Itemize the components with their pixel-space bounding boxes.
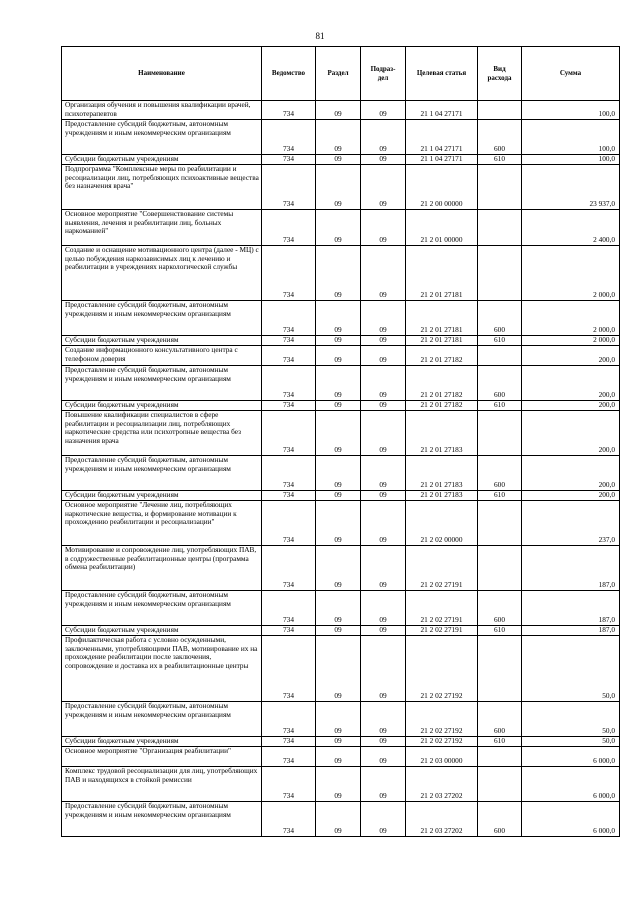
row-vedomstvo-cell: 734 bbox=[262, 411, 316, 456]
table-row bbox=[62, 636, 620, 702]
table-row bbox=[62, 456, 620, 491]
row-razdel-cell: 09 bbox=[316, 101, 361, 120]
row-razdel-cell: 09 bbox=[316, 626, 361, 636]
row-vedomstvo-cell: 734 bbox=[262, 101, 316, 120]
row-vid-raskhoda-cell bbox=[478, 411, 522, 456]
row-name-cell: Предоставление субсидий бюджетным, автономным учреждениям и иным некоммерческим организациям bbox=[62, 366, 262, 401]
row-vedomstvo-cell: 734 bbox=[262, 501, 316, 546]
row-vedomstvo-cell: 734 bbox=[262, 702, 316, 737]
budget-table bbox=[61, 46, 620, 837]
header-name: Наименование bbox=[62, 47, 262, 101]
row-name-cell: Создание информационного консультативного центра с телефоном доверия bbox=[62, 346, 262, 366]
row-vid-raskhoda-cell bbox=[478, 210, 522, 246]
table-row bbox=[62, 802, 620, 837]
row-vid-raskhoda-cell bbox=[478, 165, 522, 210]
row-summa-cell: 6 000,0 bbox=[522, 802, 620, 837]
header-razdel: Раздел bbox=[316, 47, 361, 101]
row-razdel-cell: 09 bbox=[316, 346, 361, 366]
row-summa-cell: 2 400,0 bbox=[522, 210, 620, 246]
row-celevaya-statya-cell: 21 2 02 27192 bbox=[406, 636, 478, 702]
row-vedomstvo-cell: 734 bbox=[262, 155, 316, 165]
row-vid-raskhoda-cell: 610 bbox=[478, 401, 522, 411]
row-summa-cell: 100,0 bbox=[522, 155, 620, 165]
row-vid-raskhoda-cell: 610 bbox=[478, 336, 522, 346]
row-razdel-cell: 09 bbox=[316, 491, 361, 501]
row-celevaya-statya-cell: 21 2 01 27181 bbox=[406, 301, 478, 336]
row-vid-raskhoda-cell: 600 bbox=[478, 456, 522, 491]
row-name-cell: Создание и оснащение мотивационного центра (далее - МЦ) с целью побуждения наркозависимых лиц к лечению и реабилитации в учреждениях наркологической службы bbox=[62, 246, 262, 301]
row-celevaya-statya-cell: 21 2 02 27192 bbox=[406, 702, 478, 737]
row-celevaya-statya-cell: 21 2 01 27183 bbox=[406, 456, 478, 491]
row-vedomstvo-cell: 734 bbox=[262, 767, 316, 802]
row-razdel-cell: 09 bbox=[316, 591, 361, 626]
row-celevaya-statya-cell: 21 2 01 27181 bbox=[406, 336, 478, 346]
row-name-cell: Организация обучения и повышения квалификации врачей, психотерапевтов bbox=[62, 101, 262, 120]
row-name-cell: Повышение квалификации специалистов в сфере реабилитации и ресоциализации лиц, потребляющих наркотические средства или психотропные вещества без назначения врача bbox=[62, 411, 262, 456]
row-summa-cell: 200,0 bbox=[522, 366, 620, 401]
row-celevaya-statya-cell: 21 2 02 27191 bbox=[406, 591, 478, 626]
row-name-cell: Предоставление субсидий бюджетным, автономным учреждениям и иным некоммерческим организациям bbox=[62, 456, 262, 491]
row-razdel-cell: 09 bbox=[316, 301, 361, 336]
row-vid-raskhoda-cell bbox=[478, 246, 522, 301]
row-name-cell: Субсидии бюджетным учреждениям bbox=[62, 626, 262, 636]
row-summa-cell: 50,0 bbox=[522, 636, 620, 702]
row-vid-raskhoda-cell: 610 bbox=[478, 626, 522, 636]
row-razdel-cell: 09 bbox=[316, 165, 361, 210]
row-vid-raskhoda-cell bbox=[478, 767, 522, 802]
row-razdel-cell: 09 bbox=[316, 155, 361, 165]
row-celevaya-statya-cell: 21 2 01 27182 bbox=[406, 366, 478, 401]
row-celevaya-statya-cell: 21 1 04 27171 bbox=[406, 101, 478, 120]
header-celevaya-statya: Целевая статья bbox=[406, 47, 478, 101]
table-row bbox=[62, 747, 620, 767]
row-podrazdel-cell: 09 bbox=[361, 456, 406, 491]
row-summa-cell: 6 000,0 bbox=[522, 767, 620, 802]
table-row bbox=[62, 767, 620, 802]
row-vedomstvo-cell: 734 bbox=[262, 626, 316, 636]
row-vid-raskhoda-cell: 600 bbox=[478, 702, 522, 737]
row-summa-cell: 50,0 bbox=[522, 702, 620, 737]
table-row bbox=[62, 120, 620, 155]
row-vedomstvo-cell: 734 bbox=[262, 802, 316, 837]
row-name-cell: Субсидии бюджетным учреждениям bbox=[62, 336, 262, 346]
table-row bbox=[62, 501, 620, 546]
table-row bbox=[62, 491, 620, 501]
row-podrazdel-cell: 09 bbox=[361, 737, 406, 747]
row-vedomstvo-cell: 734 bbox=[262, 346, 316, 366]
row-vedomstvo-cell: 734 bbox=[262, 747, 316, 767]
row-celevaya-statya-cell: 21 2 03 00000 bbox=[406, 747, 478, 767]
row-name-cell: Предоставление субсидий бюджетным, автономным учреждениям и иным некоммерческим организациям bbox=[62, 120, 262, 155]
row-name-cell: Предоставление субсидий бюджетным, автономным учреждениям и иным некоммерческим организациям bbox=[62, 301, 262, 336]
row-razdel-cell: 09 bbox=[316, 411, 361, 456]
table-row bbox=[62, 366, 620, 401]
table-row bbox=[62, 101, 620, 120]
table-row bbox=[62, 301, 620, 336]
row-podrazdel-cell: 09 bbox=[361, 626, 406, 636]
row-celevaya-statya-cell: 21 2 01 27182 bbox=[406, 401, 478, 411]
row-name-cell: Мотивирование и сопровождение лиц, употребляющих ПАВ, в содружественные реабилитационные центры (программа обмена реабилитации) bbox=[62, 546, 262, 591]
header-podrazdel: Подраз- дел bbox=[361, 47, 406, 101]
row-razdel-cell: 09 bbox=[316, 246, 361, 301]
row-razdel-cell: 09 bbox=[316, 401, 361, 411]
row-vid-raskhoda-cell bbox=[478, 101, 522, 120]
row-vid-raskhoda-cell: 600 bbox=[478, 366, 522, 401]
row-celevaya-statya-cell: 21 2 02 27192 bbox=[406, 737, 478, 747]
row-vid-raskhoda-cell: 600 bbox=[478, 802, 522, 837]
row-celevaya-statya-cell: 21 2 01 00000 bbox=[406, 210, 478, 246]
row-vedomstvo-cell: 734 bbox=[262, 366, 316, 401]
row-podrazdel-cell: 09 bbox=[361, 546, 406, 591]
row-vedomstvo-cell: 734 bbox=[262, 210, 316, 246]
header-summa: Сумма bbox=[522, 47, 620, 101]
row-summa-cell: 187,0 bbox=[522, 591, 620, 626]
row-podrazdel-cell: 09 bbox=[361, 155, 406, 165]
row-razdel-cell: 09 bbox=[316, 336, 361, 346]
row-name-cell: Субсидии бюджетным учреждениям bbox=[62, 401, 262, 411]
table-header-row bbox=[62, 47, 620, 101]
row-summa-cell: 100,0 bbox=[522, 120, 620, 155]
row-summa-cell: 200,0 bbox=[522, 346, 620, 366]
row-vid-raskhoda-cell bbox=[478, 546, 522, 591]
row-celevaya-statya-cell: 21 2 01 27183 bbox=[406, 411, 478, 456]
row-podrazdel-cell: 09 bbox=[361, 491, 406, 501]
row-razdel-cell: 09 bbox=[316, 802, 361, 837]
table-row bbox=[62, 702, 620, 737]
row-vid-raskhoda-cell: 600 bbox=[478, 301, 522, 336]
row-razdel-cell: 09 bbox=[316, 210, 361, 246]
row-celevaya-statya-cell: 21 2 00 00000 bbox=[406, 165, 478, 210]
table-row bbox=[62, 411, 620, 456]
row-podrazdel-cell: 09 bbox=[361, 767, 406, 802]
row-razdel-cell: 09 bbox=[316, 501, 361, 546]
row-name-cell: Предоставление субсидий бюджетным, автономным учреждениям и иным некоммерческим организациям bbox=[62, 802, 262, 837]
row-vedomstvo-cell: 734 bbox=[262, 336, 316, 346]
row-razdel-cell: 09 bbox=[316, 636, 361, 702]
table-row bbox=[62, 346, 620, 366]
row-summa-cell: 187,0 bbox=[522, 546, 620, 591]
row-summa-cell: 200,0 bbox=[522, 411, 620, 456]
table-row bbox=[62, 546, 620, 591]
table-row bbox=[62, 246, 620, 301]
row-razdel-cell: 09 bbox=[316, 546, 361, 591]
row-vedomstvo-cell: 734 bbox=[262, 120, 316, 155]
row-podrazdel-cell: 09 bbox=[361, 401, 406, 411]
row-celevaya-statya-cell: 21 2 03 27202 bbox=[406, 802, 478, 837]
row-summa-cell: 2 000,0 bbox=[522, 301, 620, 336]
row-vid-raskhoda-cell bbox=[478, 747, 522, 767]
row-name-cell: Субсидии бюджетным учреждениям bbox=[62, 155, 262, 165]
row-name-cell: Субсидии бюджетным учреждениям bbox=[62, 737, 262, 747]
row-vedomstvo-cell: 734 bbox=[262, 737, 316, 747]
row-vid-raskhoda-cell: 610 bbox=[478, 155, 522, 165]
row-summa-cell: 200,0 bbox=[522, 456, 620, 491]
row-summa-cell: 187,0 bbox=[522, 626, 620, 636]
row-razdel-cell: 09 bbox=[316, 366, 361, 401]
row-celevaya-statya-cell: 21 1 04 27171 bbox=[406, 120, 478, 155]
row-vedomstvo-cell: 734 bbox=[262, 165, 316, 210]
row-podrazdel-cell: 09 bbox=[361, 346, 406, 366]
row-podrazdel-cell: 09 bbox=[361, 702, 406, 737]
row-summa-cell: 23 937,0 bbox=[522, 165, 620, 210]
row-podrazdel-cell: 09 bbox=[361, 802, 406, 837]
row-vedomstvo-cell: 734 bbox=[262, 456, 316, 491]
row-podrazdel-cell: 09 bbox=[361, 165, 406, 210]
row-podrazdel-cell: 09 bbox=[361, 636, 406, 702]
page-number: 81 bbox=[315, 31, 325, 41]
table-row bbox=[62, 155, 620, 165]
row-name-cell: Основное мероприятие "Лечение лиц, потребляющих наркотические вещества, и формирование мотивации к прохождению реабилитации и ресоциализации" bbox=[62, 501, 262, 546]
row-razdel-cell: 09 bbox=[316, 702, 361, 737]
row-podrazdel-cell: 09 bbox=[361, 591, 406, 626]
row-razdel-cell: 09 bbox=[316, 747, 361, 767]
row-podrazdel-cell: 09 bbox=[361, 246, 406, 301]
row-razdel-cell: 09 bbox=[316, 767, 361, 802]
row-name-cell: Комплекс трудовой ресоциализации для лиц, употребляющих ПАВ и находящихся в стойкой ремиссии bbox=[62, 767, 262, 802]
row-vid-raskhoda-cell bbox=[478, 346, 522, 366]
row-summa-cell: 100,0 bbox=[522, 101, 620, 120]
row-vid-raskhoda-cell: 600 bbox=[478, 120, 522, 155]
header-vedomstvo: Ведомство bbox=[262, 47, 316, 101]
row-vid-raskhoda-cell: 600 bbox=[478, 591, 522, 626]
row-vid-raskhoda-cell bbox=[478, 636, 522, 702]
row-name-cell: Подпрограмма "Комплексные меры по реабилитации и ресоциализации лиц, потребляющих психоактивные вещества без назначения врача" bbox=[62, 165, 262, 210]
row-podrazdel-cell: 09 bbox=[361, 120, 406, 155]
row-celevaya-statya-cell: 21 2 01 27183 bbox=[406, 491, 478, 501]
row-podrazdel-cell: 09 bbox=[361, 501, 406, 546]
row-summa-cell: 2 000,0 bbox=[522, 336, 620, 346]
row-vid-raskhoda-cell bbox=[478, 501, 522, 546]
row-razdel-cell: 09 bbox=[316, 456, 361, 491]
row-podrazdel-cell: 09 bbox=[361, 336, 406, 346]
row-summa-cell: 50,0 bbox=[522, 737, 620, 747]
row-vedomstvo-cell: 734 bbox=[262, 491, 316, 501]
row-name-cell: Основное мероприятие "Организация реабилитации" bbox=[62, 747, 262, 767]
row-vedomstvo-cell: 734 bbox=[262, 591, 316, 626]
table-row bbox=[62, 401, 620, 411]
row-podrazdel-cell: 09 bbox=[361, 366, 406, 401]
row-celevaya-statya-cell: 21 2 01 27181 bbox=[406, 246, 478, 301]
table-row bbox=[62, 591, 620, 626]
row-celevaya-statya-cell: 21 2 02 00000 bbox=[406, 501, 478, 546]
row-vedomstvo-cell: 734 bbox=[262, 401, 316, 411]
row-summa-cell: 2 000,0 bbox=[522, 246, 620, 301]
table-row bbox=[62, 737, 620, 747]
row-name-cell: Основное мероприятие "Совершенствование системы выявления, лечения и реабилитации лиц, больных наркоманией" bbox=[62, 210, 262, 246]
row-vedomstvo-cell: 734 bbox=[262, 636, 316, 702]
row-name-cell: Предоставление субсидий бюджетным, автономным учреждениям и иным некоммерческим организациям bbox=[62, 591, 262, 626]
row-summa-cell: 200,0 bbox=[522, 401, 620, 411]
row-summa-cell: 237,0 bbox=[522, 501, 620, 546]
row-podrazdel-cell: 09 bbox=[361, 411, 406, 456]
row-vedomstvo-cell: 734 bbox=[262, 546, 316, 591]
row-summa-cell: 6 000,0 bbox=[522, 747, 620, 767]
row-name-cell: Субсидии бюджетным учреждениям bbox=[62, 491, 262, 501]
row-celevaya-statya-cell: 21 2 02 27191 bbox=[406, 546, 478, 591]
header-vid-raskhoda: Вид расхода bbox=[478, 47, 522, 101]
row-razdel-cell: 09 bbox=[316, 120, 361, 155]
row-celevaya-statya-cell: 21 1 04 27171 bbox=[406, 155, 478, 165]
row-podrazdel-cell: 09 bbox=[361, 101, 406, 120]
row-podrazdel-cell: 09 bbox=[361, 210, 406, 246]
row-celevaya-statya-cell: 21 2 01 27182 bbox=[406, 346, 478, 366]
row-vid-raskhoda-cell: 610 bbox=[478, 737, 522, 747]
row-vid-raskhoda-cell: 610 bbox=[478, 491, 522, 501]
table-body bbox=[62, 101, 620, 837]
table-row bbox=[62, 336, 620, 346]
row-vedomstvo-cell: 734 bbox=[262, 301, 316, 336]
row-name-cell: Предоставление субсидий бюджетным, автономным учреждениям и иным некоммерческим организациям bbox=[62, 702, 262, 737]
table-row bbox=[62, 626, 620, 636]
row-razdel-cell: 09 bbox=[316, 737, 361, 747]
row-podrazdel-cell: 09 bbox=[361, 747, 406, 767]
row-name-cell: Профилактическая работа с условно осужденными, заключенными, употребляющими ПАВ, мотивирование их на прохождение реабилитации после заключения, сопровождение и доставка их в реабилитационные центры bbox=[62, 636, 262, 702]
row-summa-cell: 200,0 bbox=[522, 491, 620, 501]
table-row bbox=[62, 210, 620, 246]
row-vedomstvo-cell: 734 bbox=[262, 246, 316, 301]
row-celevaya-statya-cell: 21 2 02 27191 bbox=[406, 626, 478, 636]
row-celevaya-statya-cell: 21 2 03 27202 bbox=[406, 767, 478, 802]
row-podrazdel-cell: 09 bbox=[361, 301, 406, 336]
table-row bbox=[62, 165, 620, 210]
